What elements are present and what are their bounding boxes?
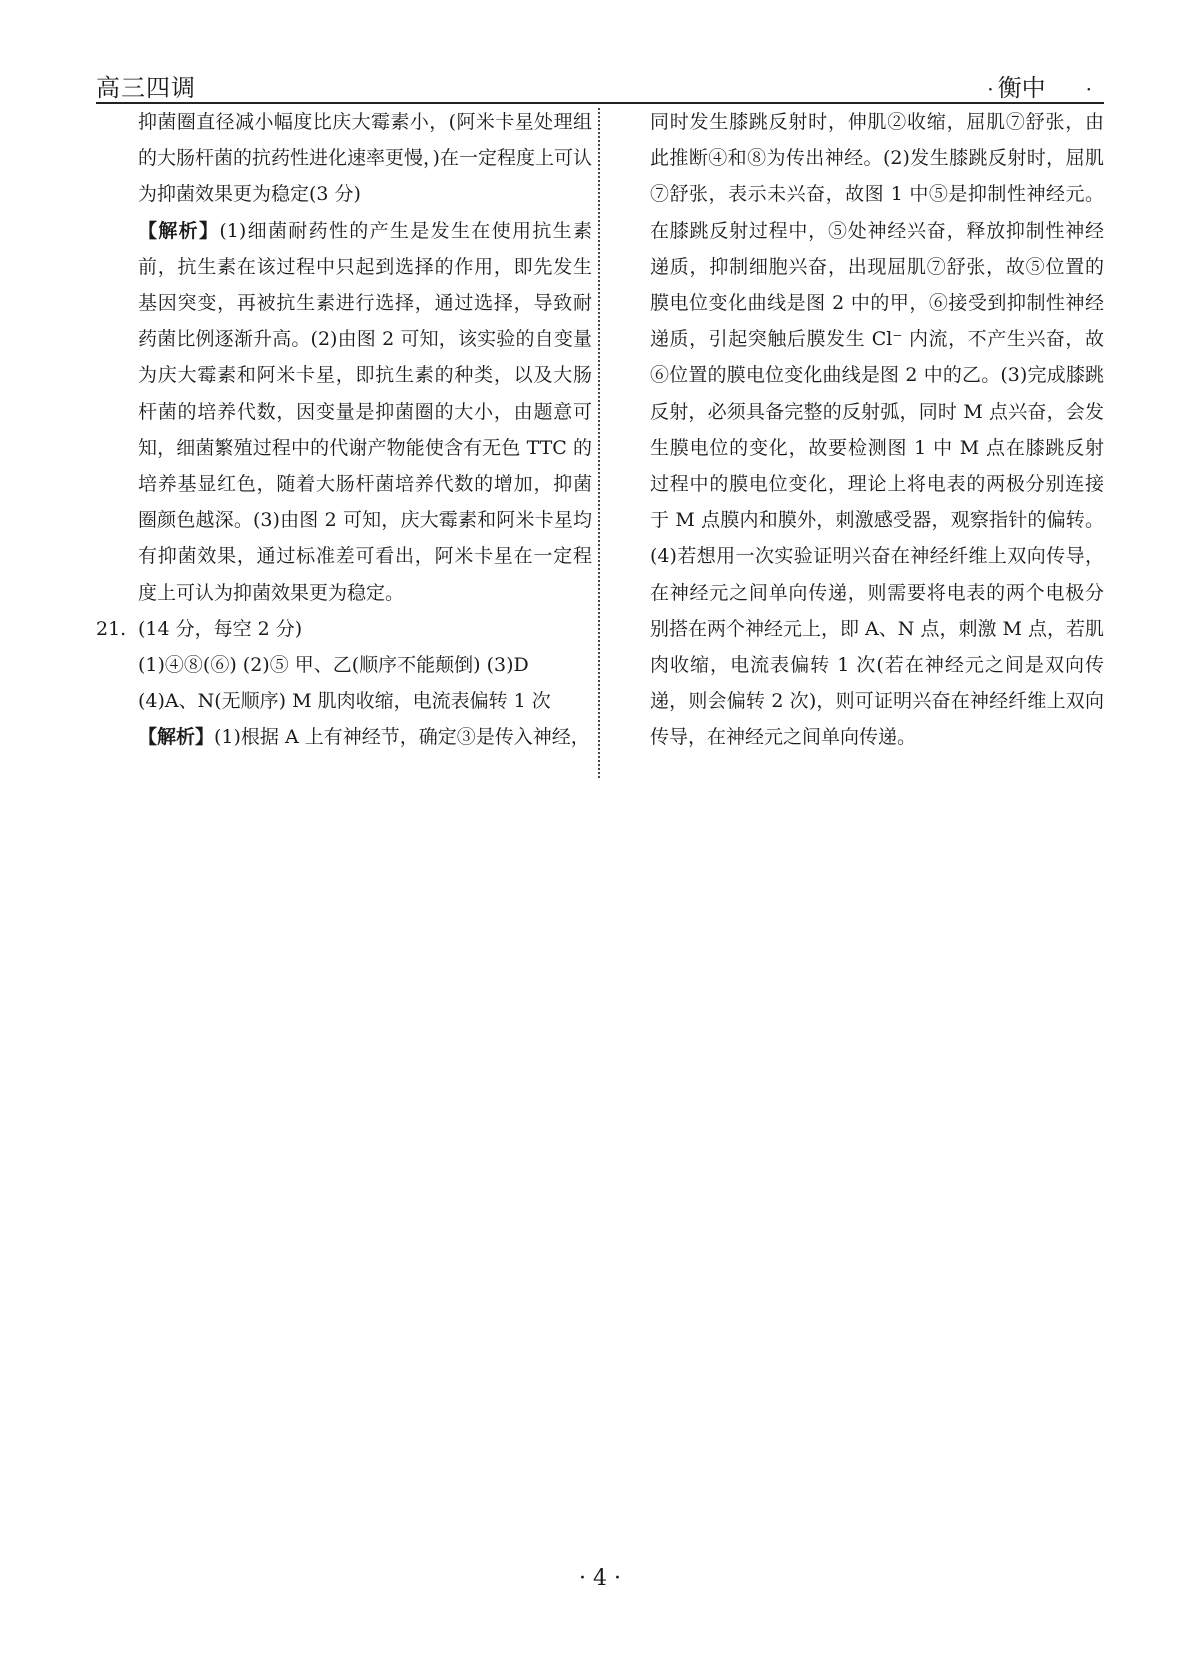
- question-number: 21.: [96, 617, 127, 640]
- column-divider: [598, 108, 600, 778]
- question-score: (14 分，每空 2 分): [138, 617, 303, 640]
- right-column: [650, 104, 1104, 756]
- question-21-analysis: [96, 719, 592, 755]
- left-column: [96, 104, 592, 756]
- analysis-paragraph: [96, 213, 592, 611]
- question-21-answers-1: (1)④⑧(⑥) (2)⑤ 甲、乙(顺序不能颠倒) (3)D: [138, 654, 529, 677]
- analysis-tag-2: 【解析】: [138, 726, 215, 749]
- question-21-answers-2: (4)A、N(无顺序) M 肌肉收缩，电流表偏转 1 次: [138, 690, 551, 713]
- analysis-text: (1)细菌耐药性的产生是发生在使用抗生素前，抗生素在该过程中只起到选择的作用，即先发生基因突变，再被抗生素进行选择，通过选择，导致耐药菌比例逐渐升高。(2)由图 2 可知，该实验的自变量为庆大霉素和阿米卡星，即抗生素的种类，以及大肠杆菌的培养代数，因变量是抑菌圈的大小，由题意可知，细菌繁殖过程中的代谢产物能使含有无色 TTC 的培养基显红色，随着大肠杆菌培养代数的增加，抑菌圈颜色越深。(3)由图 2 可知，庆大霉素和阿米卡星均有抑菌效果，通过标准差可看出，阿米卡星在一定程度上可认为抑菌效果更为稳定。: [138, 219, 592, 604]
- header-dot-left: ·: [987, 77, 994, 101]
- analysis-tag: 【解析】: [138, 219, 220, 242]
- right-column-text: 同时发生膝跳反射时，伸肌②收缩，屈肌⑦舒张，由此推断④和⑧为传出神经。(2)发生膝跳反射时，屈肌⑦舒张，表示未兴奋，故图 1 中⑤是抑制性神经元。在膝跳反射过程中，⑤处神经兴奋，释放抑制性神经递质，抑制细胞兴奋，出现屈肌⑦舒张，故⑤位置的膜电位变化曲线是图 2 中的甲，⑥接受到抑制性神经递质，引起突触后膜发生 Cl⁻ 内流，不产生兴奋，故⑥位置的膜电位变化曲线是图 2 中的乙。(3)完成膝跳反射，必须具备完整的反射弧，同时 M 点兴奋，会发生膜电位的变化，故要检测图 1 中 M 点在膝跳反射过程中的膜电位变化，理论上将电表的两极分别连接于 M 点膜内和膜外，刺激感受器，观察指针的偏转。(4)若想用一次实验证明兴奋在神经纤维上双向传导，在神经元之间单向传递，则需要将电表的两个电极分别搭在两个神经元上，即 A、N 点，刺激 M 点，若肌肉收缩，电流表偏转 1 次(若在神经元之间是双向传递，则会偏转 2 次)，则可证明兴奋在神经纤维上双向传导，在神经元之间单向传递。: [650, 111, 1104, 749]
- analysis-start-text: (1)根据 A 上有神经节，确定③是传入神经，: [214, 726, 590, 749]
- header-school: [983, 68, 1096, 103]
- header-title: 高三四调: [96, 74, 196, 102]
- header-dot-right: ·: [1085, 77, 1092, 101]
- page-number: · 4 ·: [579, 1566, 621, 1591]
- answer-continuation: 抑菌圈直径减小幅度比庆大霉素小，(阿米卡星处理组的大肠杆菌的抗药性进化速率更慢，)在一定程度上可认为抑菌效果更为稳定(3 分): [138, 111, 592, 206]
- header-school-name: 衡中: [997, 74, 1046, 102]
- page-header: [96, 68, 1104, 104]
- question-21-header: [96, 611, 592, 647]
